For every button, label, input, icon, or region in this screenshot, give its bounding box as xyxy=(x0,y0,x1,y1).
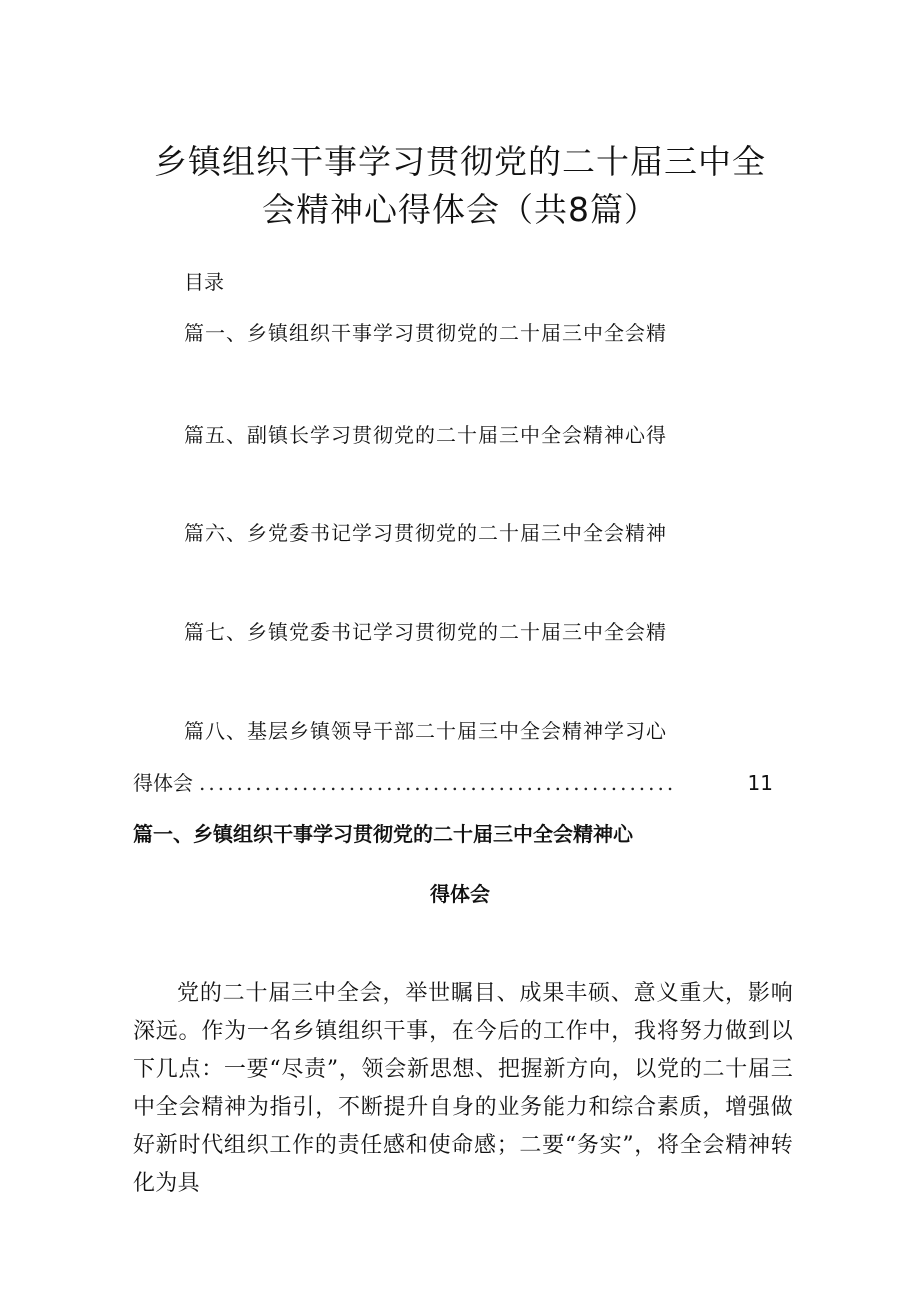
document-title-line-1: 乡镇组织干事学习贯彻党的二十届三中全 xyxy=(154,142,766,181)
toc-item-5[interactable]: 篇五、副镇长学习贯彻党的二十届三中全会精神心得 xyxy=(184,423,667,447)
section-body-paragraph: 党的二十届三中全会，举世瞩目、成果丰硕、意义重大，影响深远。作为一名乡镇组织干事，在今后的工作中，我将努力做到以下几点：一要“尽责”，领会新思想、把握新方向，以党的二十届三中全会精神为指引，不断提升自身的业务能力和综合素质，增强做好新时代组织工作的责任感和使命感；二要“务实”，将全会精神转化为具 xyxy=(133,981,793,1196)
toc-dot-leader: ................................................... xyxy=(199,771,677,795)
toc-item-8[interactable]: 篇八、基层乡镇领导干部二十届三中全会精神学习心 xyxy=(184,719,667,743)
section-title: 篇一、乡镇组织干事学习贯彻党的二十届三中全会精神心 xyxy=(133,822,633,846)
toc-item-7[interactable]: 篇七、乡镇党委书记学习贯彻党的二十届三中全会精 xyxy=(184,620,667,644)
toc-item-8-continuation[interactable] xyxy=(133,769,773,797)
document-title-line-2: 会精神心得体会（共8篇） xyxy=(262,190,658,229)
toc-item-6[interactable]: 篇六、乡党委书记学习贯彻党的二十届三中全会精神 xyxy=(184,521,667,545)
toc-page-number: 11 xyxy=(747,771,773,795)
toc-heading: 目录 xyxy=(184,270,224,294)
toc-continuation-text: 得体会 xyxy=(133,771,193,795)
section-subtitle: 得体会 xyxy=(430,882,490,906)
toc-item-1[interactable]: 篇一、乡镇组织干事学习贯彻党的二十届三中全会精 xyxy=(184,321,667,345)
